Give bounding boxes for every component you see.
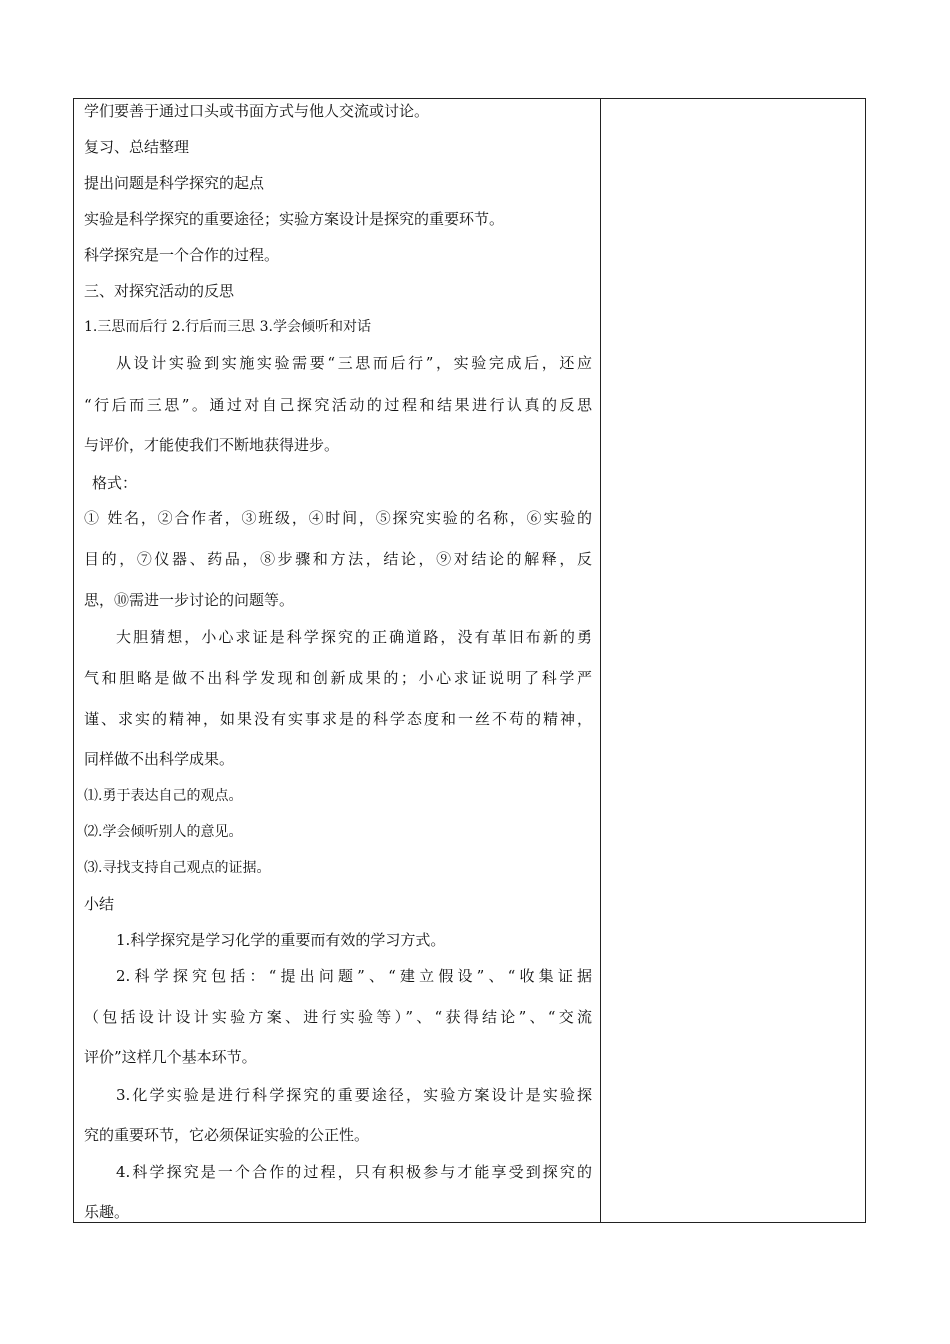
paragraph-line: 与评价，才能使我们不断地获得进步。	[84, 436, 340, 454]
text-line: 学们要善于通过口头或书面方式与他人交流或讨论。	[84, 102, 430, 120]
text-line: 提出问题是科学探究的起点	[84, 174, 265, 192]
paragraph-line: “行后而三思”。通过对自己探究活动的过程和结果进行认真的反思	[84, 396, 592, 414]
summary-item: 3.化学实验是进行科学探究的重要途径，实验方案设计是实验探	[116, 1086, 592, 1104]
paragraph-line: 从设计实验到实施实验需要“三思而后行”，实验完成后，还应	[116, 354, 592, 372]
list-item: ⑵.学会倾听别人的意见。	[84, 824, 243, 840]
content-cell	[84, 99, 596, 1222]
notes-cell	[601, 99, 865, 1222]
paragraph-line: 谨、求实的精神，如果没有实事求是的科学态度和一丝不苟的精神，	[84, 710, 592, 728]
text-line: 实验是科学探究的重要途径；实验方案设计是探究的重要环节。	[84, 210, 505, 228]
paragraph-line: 目的，⑦仪器、药品，⑧步骤和方法，结论，⑨对结论的解释，反	[84, 550, 592, 568]
format-label: 格式：	[92, 474, 138, 492]
section-heading-review: 复习、总结整理	[84, 138, 190, 156]
paragraph-line: 究的重要环节，它必须保证实验的公正性。	[84, 1126, 370, 1144]
text-line: 科学探究是一个合作的过程。	[84, 246, 280, 264]
text-line: 1.三思而后行 2.行后而三思 3.学会倾听和对话	[84, 319, 371, 335]
list-item: ⑴.勇于表达自己的观点。	[84, 788, 243, 804]
section-heading-reflection: 三、对探究活动的反思	[84, 282, 235, 300]
paragraph-line: 思，⑩需进一步讨论的问题等。	[84, 591, 295, 609]
paragraph-line: 乐趣。	[84, 1203, 130, 1221]
list-item: ⑶.寻找支持自己观点的证据。	[84, 860, 271, 876]
summary-item: 2.科学探究包括：“提出问题”、“建立假设”、“收集证据	[116, 967, 592, 985]
lesson-table	[73, 98, 866, 1223]
summary-item: 1.科学探究是学习化学的重要而有效的学习方式。	[116, 931, 446, 949]
paragraph-line: 大胆猜想，小心求证是科学探究的正确道路，没有革旧布新的勇	[116, 628, 592, 646]
paragraph-line: ① 姓名，②合作者，③班级，④时间，⑤探究实验的名称，⑥实验的	[84, 509, 592, 527]
summary-item: 4.科学探究是一个合作的过程，只有积极参与才能享受到探究的	[116, 1163, 592, 1181]
paragraph-line: 同样做不出科学成果。	[84, 750, 235, 768]
paragraph-line: 气和胆略是做不出科学发现和创新成果的；小心求证说明了科学严	[84, 669, 592, 687]
paragraph-line: （包括设计设计实验方案、进行实验等）”、“获得结论”、“交流	[84, 1008, 592, 1026]
section-heading-summary: 小结	[84, 895, 115, 913]
paragraph-line: 评价”这样几个基本环节。	[84, 1048, 257, 1066]
